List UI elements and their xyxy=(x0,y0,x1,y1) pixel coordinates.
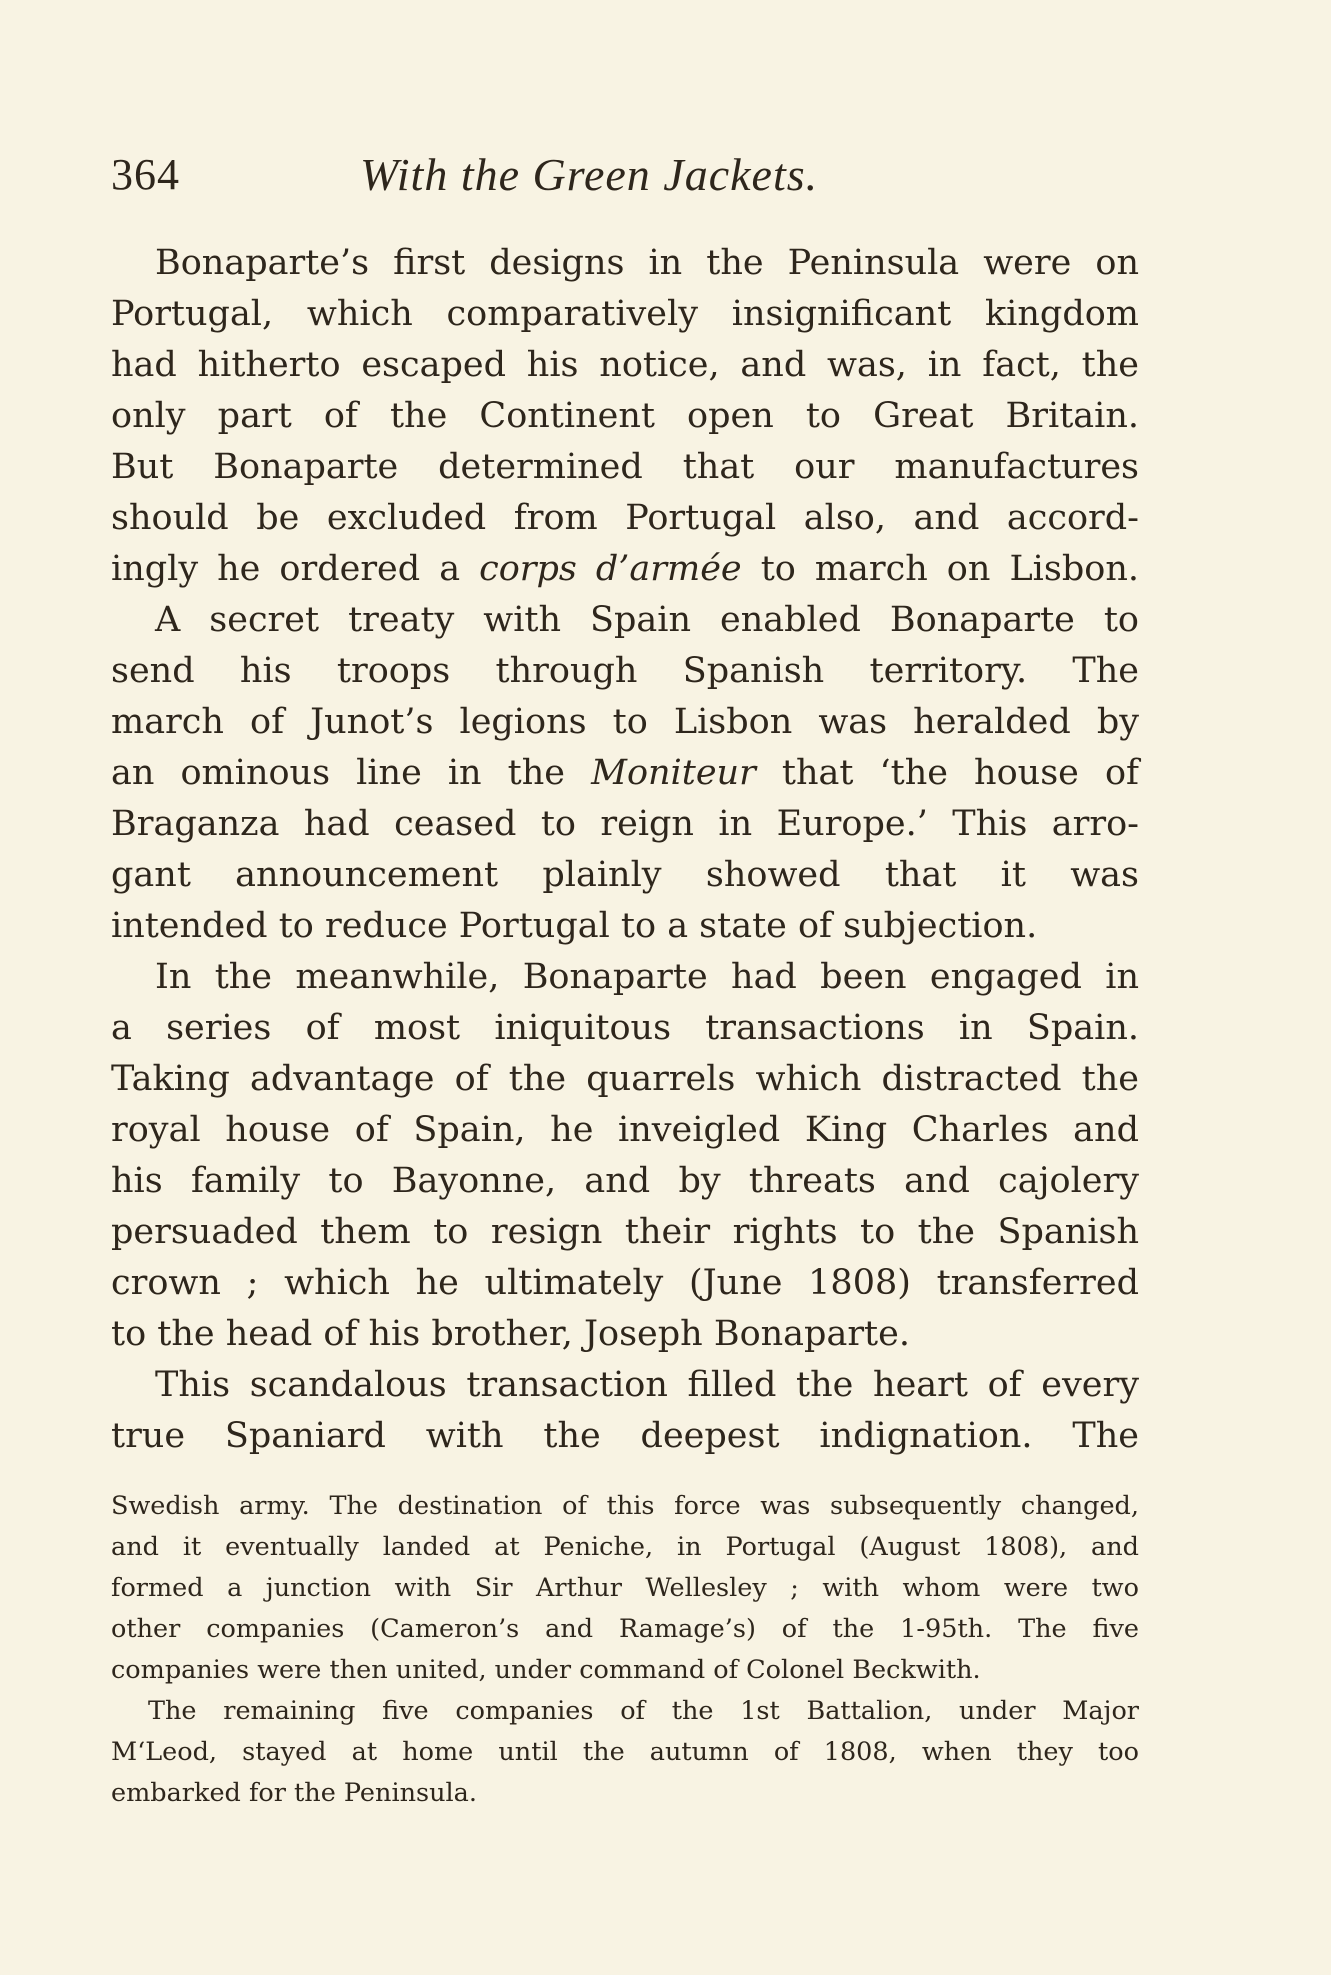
footnote-line: embarked for the Peninsula. xyxy=(111,1778,477,1808)
page-header xyxy=(111,140,1139,210)
body-line xyxy=(111,544,1139,595)
body-line-text: ingly he ordered a xyxy=(111,549,461,589)
body-line: royal house of Spain, he inveigled King Charles and xyxy=(111,1110,1139,1150)
body-line: Braganza had ceased to reign in Europe.’ This arro- xyxy=(111,804,1139,844)
body-line: only part of the Continent open to Great Britain. xyxy=(111,396,1139,436)
italic-phrase: corps d’armée xyxy=(479,549,742,589)
body-line: to the head of his brother, Joseph Bonaparte. xyxy=(111,1314,910,1354)
body-text xyxy=(111,238,1139,1462)
body-line: a series of most iniquitous transactions in Spain. xyxy=(111,1008,1139,1048)
body-line: should be excluded from Portugal also, and accord- xyxy=(111,498,1139,538)
body-line: But Bonaparte determined that our manufactures xyxy=(111,447,1139,487)
footnote-line: and it eventually landed at Peniche, in Portugal (August 1808), and xyxy=(111,1532,1139,1562)
body-line-text: an ominous line in the xyxy=(111,753,566,793)
body-line: gant announcement plainly showed that it was xyxy=(111,855,1139,895)
body-line-text: that ‘the house of xyxy=(781,753,1139,793)
footnotes xyxy=(111,1486,1139,1814)
body-line: intended to reduce Portugal to a state of subjection. xyxy=(111,906,1038,946)
footnote-line: Swedish army. The destination of this force was subsequently changed, xyxy=(111,1491,1139,1521)
body-line: Portugal, which comparatively insignificant kingdom xyxy=(111,294,1139,334)
footnote-line: other companies (Cameron’s and Ramage’s) of the 1-95th. The five xyxy=(111,1614,1139,1644)
italic-phrase: Moniteur xyxy=(591,753,756,793)
body-line: crown ; which he ultimately (June 1808) transferred xyxy=(111,1263,1139,1303)
body-line: true Spaniard with the deepest indignation. The xyxy=(111,1416,1139,1456)
body-line: persuaded them to resign their rights to the Spanish xyxy=(111,1212,1139,1252)
footnote-line: M‘Leod, stayed at home until the autumn of 1808, when they too xyxy=(111,1737,1139,1767)
running-title: With the Green Jackets. xyxy=(360,149,819,200)
footnote-line: The remaining five companies of the 1st Battalion, under Major xyxy=(148,1696,1139,1726)
body-line: march of Junot’s legions to Lisbon was heralded by xyxy=(111,702,1139,742)
body-line: Taking advantage of the quarrels which distracted the xyxy=(111,1059,1139,1099)
footnote-line: formed a junction with Sir Arthur Wellesley ; with whom were two xyxy=(111,1573,1139,1603)
body-line: This scandalous transaction filled the heart of every xyxy=(155,1365,1139,1405)
body-line-text: to march on Lisbon. xyxy=(760,549,1139,589)
body-line: In the meanwhile, Bonaparte had been engaged in xyxy=(155,957,1139,997)
body-line: his family to Bayonne, and by threats and cajolery xyxy=(111,1161,1139,1201)
page-number: 364 xyxy=(111,150,180,199)
body-line xyxy=(111,748,1139,799)
body-line: had hitherto escaped his notice, and was, in fact, the xyxy=(111,345,1139,385)
footnote-line: companies were then united, under command of Colonel Beckwith. xyxy=(111,1655,981,1685)
body-line: Bonaparte’s first designs in the Peninsula were on xyxy=(155,243,1139,283)
body-line: A secret treaty with Spain enabled Bonaparte to xyxy=(155,600,1139,640)
body-line: send his troops through Spanish territory. The xyxy=(111,651,1139,691)
